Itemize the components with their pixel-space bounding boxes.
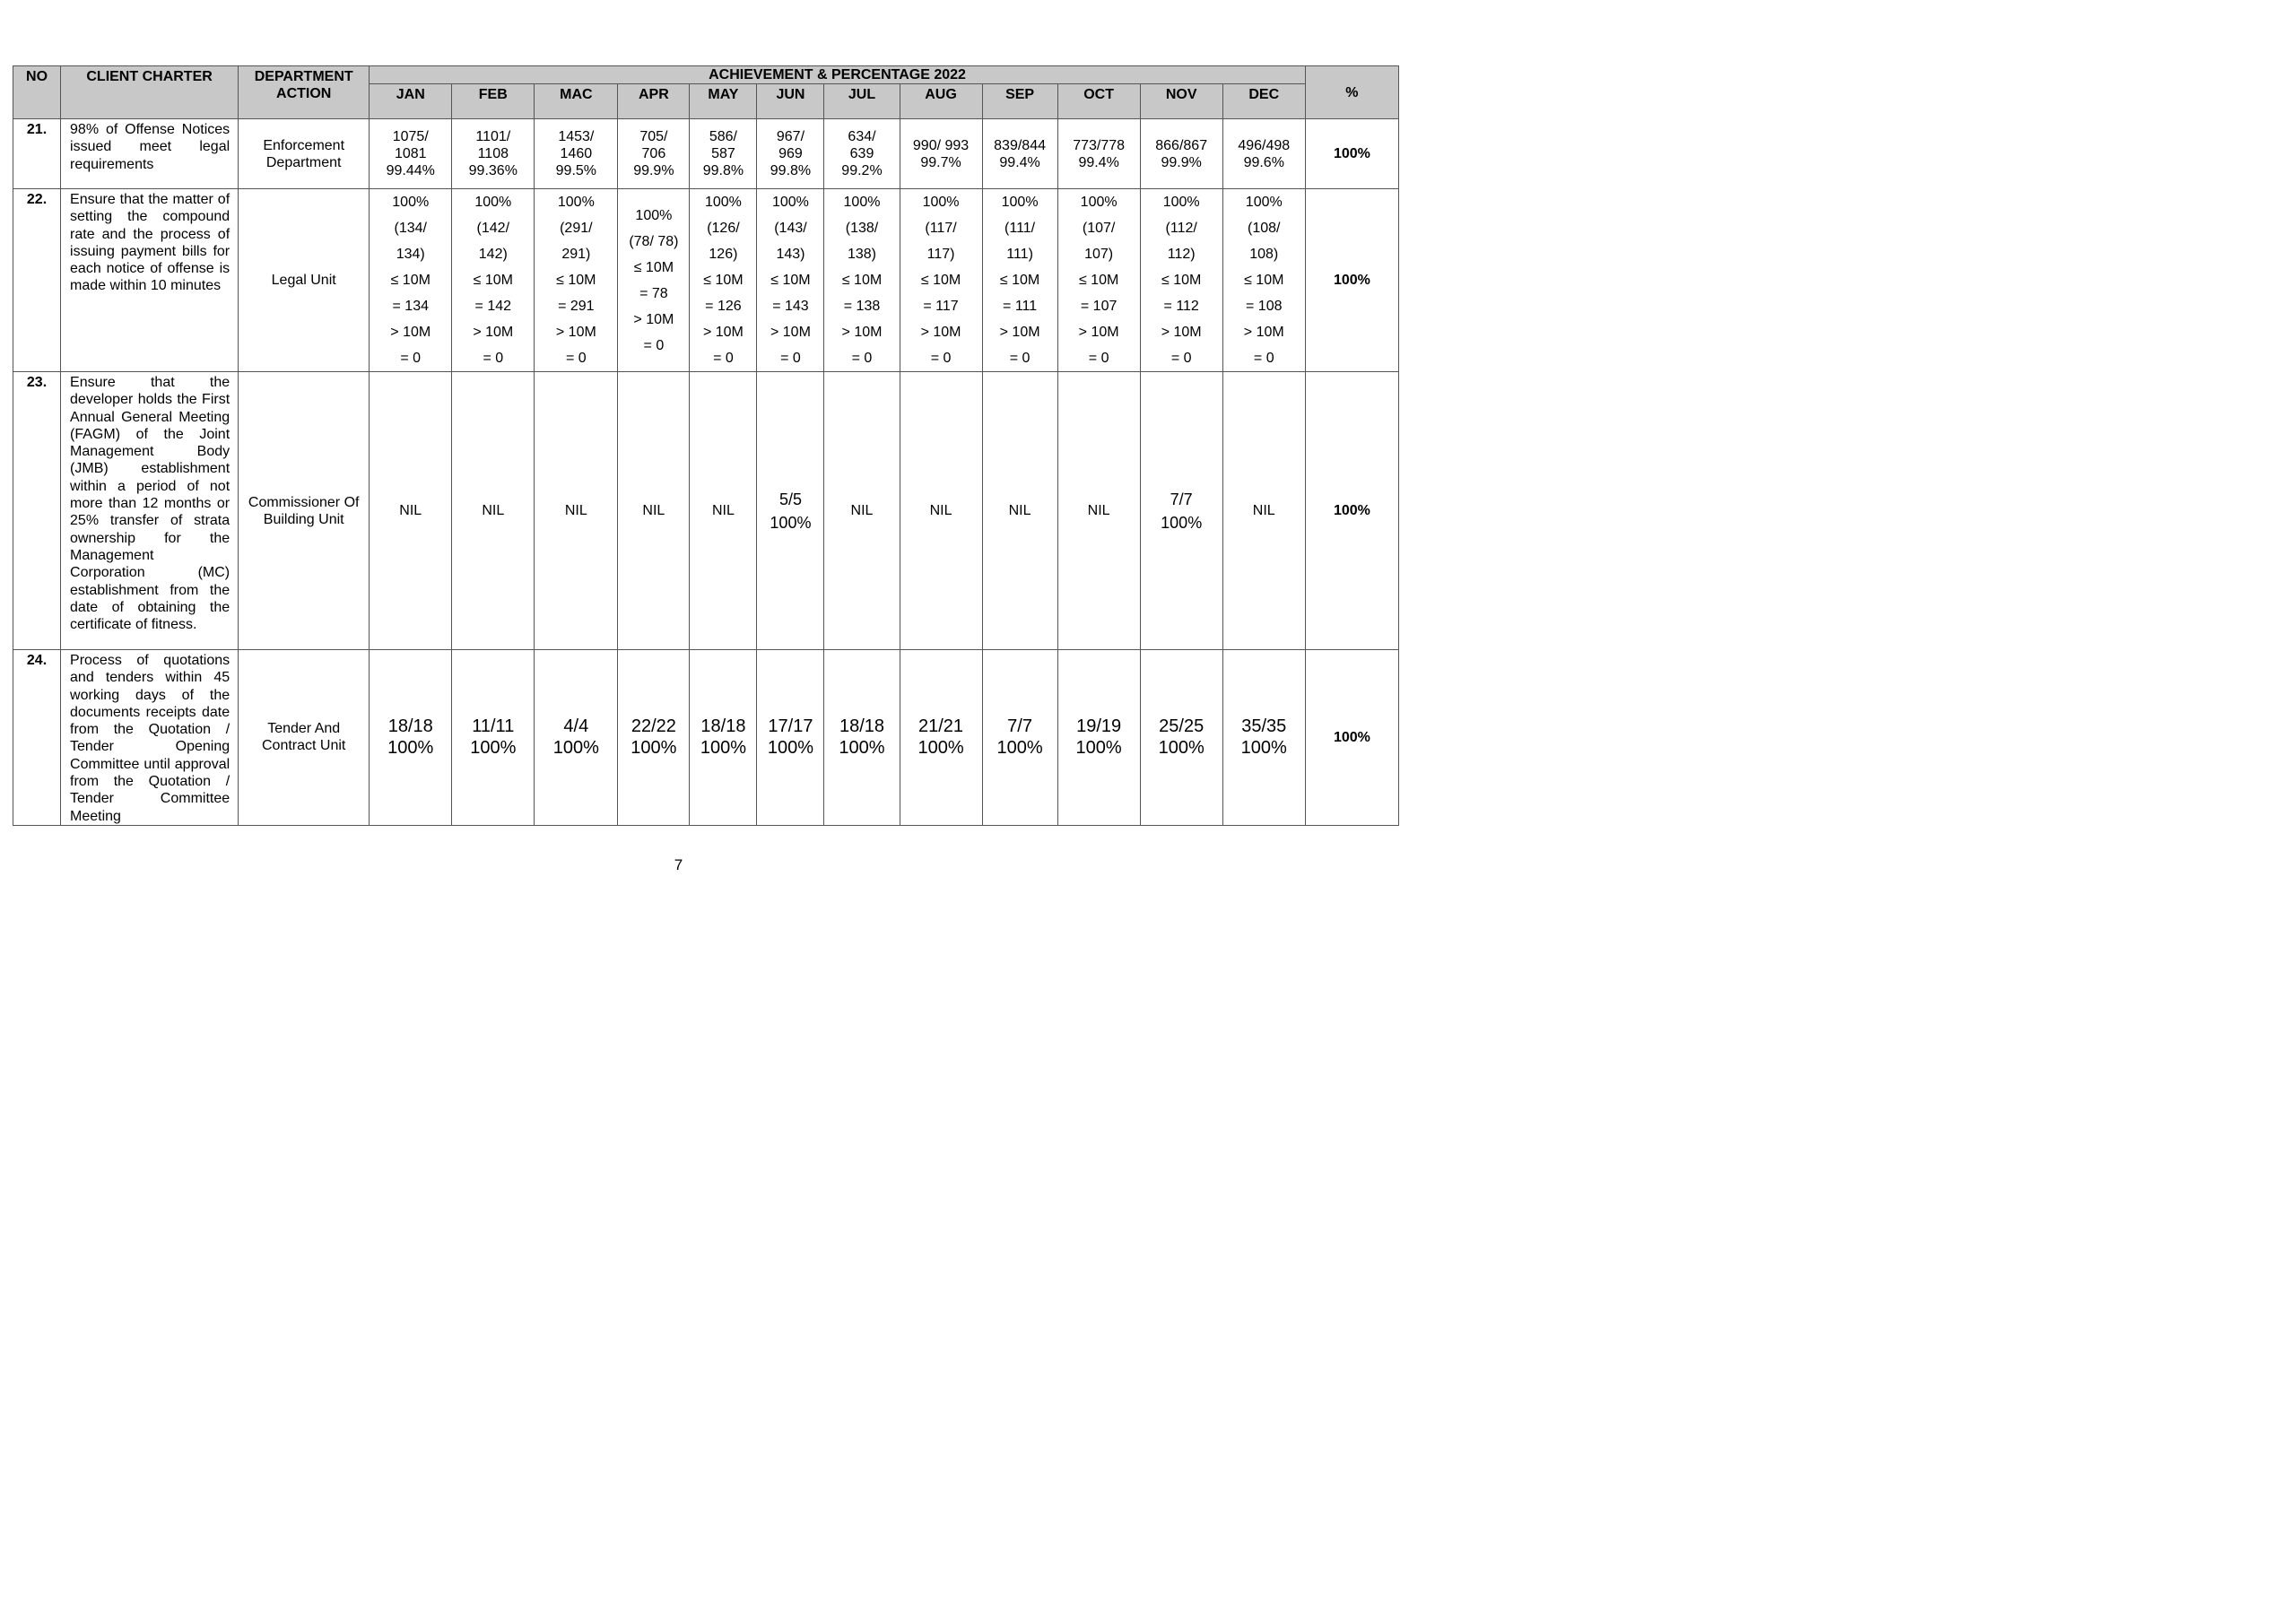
month-value-line: 100%	[770, 513, 812, 532]
month-cell-feb	[452, 372, 535, 650]
month-value-line: 100%	[1161, 513, 1203, 532]
month-value-line: = 138	[843, 299, 881, 314]
month-value-line: = 0	[1253, 351, 1274, 366]
month-value-line: = 111	[1003, 299, 1038, 314]
month-value-line: = 112	[1163, 299, 1199, 314]
month-value-line: 100%	[552, 738, 599, 759]
month-value-line: 586/	[709, 129, 737, 144]
header-client-charter: CLIENT CHARTER	[61, 66, 239, 119]
month-cell-oct	[1057, 372, 1140, 650]
month-value-line: (291/	[560, 221, 593, 236]
month-value-line: (117/	[925, 221, 957, 236]
month-value-line: 969	[778, 146, 803, 161]
month-cell-dec	[1222, 119, 1305, 189]
header-month-aug: AUG	[900, 84, 982, 119]
month-value-line: > 10M	[920, 325, 961, 340]
row-number: 21.	[13, 119, 61, 189]
month-value-line: 706	[641, 146, 666, 161]
month-value-line: ≤ 10M	[841, 273, 883, 288]
month-value-line: > 10M	[1078, 325, 1119, 340]
month-value-line: 866/867	[1155, 137, 1208, 153]
month-value-line: 21/21	[918, 716, 964, 737]
month-value-line: ≤ 10M	[920, 273, 961, 288]
month-value-line: 100%	[1162, 195, 1200, 210]
month-value-line: NIL	[1252, 503, 1275, 518]
month-value-line: 1081	[394, 146, 427, 161]
month-cell-aug	[900, 189, 982, 372]
month-value-line: 100%	[1080, 195, 1118, 210]
total-percent: 100%	[1305, 119, 1398, 189]
month-value-line: NIL	[564, 503, 587, 518]
month-value-line: 18/18	[839, 716, 885, 737]
month-cell-jan	[370, 650, 452, 826]
month-value-line: = 143	[772, 299, 809, 314]
month-value-line: 117)	[926, 247, 955, 262]
month-value-line: 100%	[996, 738, 1043, 759]
header-month-dec: DEC	[1222, 84, 1305, 119]
month-value-line: (111/	[1004, 221, 1036, 236]
month-value-line: > 10M	[1243, 325, 1284, 340]
month-cell-mac	[535, 119, 618, 189]
month-value-line: 142)	[478, 247, 508, 262]
month-value-line: (112/	[1165, 221, 1197, 236]
header-month-feb: FEB	[452, 84, 535, 119]
table-row	[13, 189, 1399, 372]
month-value-line: 100%	[631, 738, 677, 759]
month-value-line: 22/22	[631, 716, 676, 737]
month-cell-aug	[900, 650, 982, 826]
month-value-line: 99.6%	[1243, 154, 1284, 170]
month-value-line: NIL	[929, 503, 952, 518]
month-value-line: (78/ 78)	[629, 233, 679, 249]
header-month-jan: JAN	[370, 84, 452, 119]
month-value-line: 1453/	[558, 129, 595, 144]
month-value-line: 100%	[387, 738, 434, 759]
month-value-line: (138/	[845, 221, 879, 236]
month-cell-apr	[618, 119, 690, 189]
month-value-line: 99.4%	[999, 154, 1040, 170]
month-value-line: 99.44%	[386, 163, 435, 178]
month-cell-aug	[900, 119, 982, 189]
month-value-line: 4/4	[563, 716, 589, 737]
header-month-jun: JUN	[757, 84, 824, 119]
header-department-action: DEPARTMENT ACTION	[239, 66, 370, 119]
month-value-line: = 0	[1170, 351, 1192, 366]
month-value-line: 100%	[1075, 738, 1122, 759]
table-row	[13, 119, 1399, 189]
month-cell-oct	[1057, 189, 1140, 372]
month-value-line: 100%	[922, 195, 960, 210]
month-value-line: 18/18	[387, 716, 433, 737]
month-value-line: (143/	[774, 221, 807, 236]
month-value-line: = 78	[639, 285, 668, 301]
month-value-line: ≤ 10M	[1078, 273, 1119, 288]
month-value-line: > 10M	[1161, 325, 1202, 340]
table-row	[13, 650, 1399, 826]
department-name: Commissioner Of Building Unit	[239, 372, 370, 650]
client-charter-text: Process of quotations and tenders within 45 working days of the documents receipts date from the Quotation / Tender Opening Committee until approval from the Quotation / Tender Committee Meeting	[61, 650, 239, 826]
month-value-line: 639	[849, 146, 874, 161]
month-value-line: = 142	[474, 299, 512, 314]
month-value-line: = 0	[780, 351, 801, 366]
month-cell-sep	[982, 372, 1057, 650]
month-cell-sep	[982, 119, 1057, 189]
month-cell-may	[690, 650, 757, 826]
row-number: 23.	[13, 372, 61, 650]
month-value-line: 138)	[847, 247, 876, 262]
header-month-oct: OCT	[1057, 84, 1140, 119]
month-value-line: 100%	[1001, 195, 1039, 210]
month-value-line: = 0	[643, 337, 665, 353]
month-value-line: 108)	[1249, 247, 1279, 262]
department-name: Legal Unit	[239, 189, 370, 372]
month-value-line: 634/	[848, 129, 876, 144]
month-cell-nov	[1140, 189, 1222, 372]
month-value-line: 100%	[767, 738, 814, 759]
month-value-line: NIL	[399, 503, 422, 518]
month-value-line: = 107	[1080, 299, 1118, 314]
month-value-line: 25/25	[1159, 716, 1205, 737]
month-value-line: 100%	[843, 195, 881, 210]
month-value-line: > 10M	[473, 325, 514, 340]
client-charter-text: 98% of Offense Notices issued meet legal requirements	[61, 119, 239, 189]
month-cell-may	[690, 119, 757, 189]
month-value-line: 100%	[474, 195, 512, 210]
month-value-line: 35/35	[1241, 716, 1287, 737]
month-value-line: NIL	[850, 503, 874, 518]
month-value-line: ≤ 10M	[1161, 273, 1202, 288]
month-value-line: = 0	[713, 351, 734, 366]
month-value-line: ≤ 10M	[703, 273, 744, 288]
month-value-line: 1108	[477, 146, 509, 161]
month-cell-dec	[1222, 189, 1305, 372]
month-value-line: 100%	[557, 195, 595, 210]
total-percent: 100%	[1305, 372, 1398, 650]
month-value-line: = 0	[1009, 351, 1031, 366]
month-value-line: 107)	[1084, 247, 1114, 262]
month-value-line: NIL	[1087, 503, 1110, 518]
month-cell-mac	[535, 372, 618, 650]
month-value-line: 100%	[704, 195, 742, 210]
month-value-line: NIL	[1008, 503, 1031, 518]
month-value-line: 100%	[771, 195, 809, 210]
month-value-line: 99.9%	[1161, 154, 1202, 170]
header-month-nov: NOV	[1140, 84, 1222, 119]
month-value-line: 100%	[839, 738, 885, 759]
month-value-line: 705/	[639, 129, 668, 144]
client-charter-text: Ensure that the matter of setting the compound rate and the process of issuing payment bills for each notice of offense is made within 10 minutes	[61, 189, 239, 372]
month-value-line: (134/	[394, 221, 427, 236]
header-no: NO	[13, 66, 61, 119]
department-name: Enforcement Department	[239, 119, 370, 189]
month-value-line: 111)	[1006, 247, 1033, 262]
month-cell-jan	[370, 189, 452, 372]
row-number: 22.	[13, 189, 61, 372]
month-cell-may	[690, 372, 757, 650]
month-value-line: = 0	[483, 351, 504, 366]
header-month-jul: JUL	[824, 84, 900, 119]
month-value-line: > 10M	[841, 325, 883, 340]
month-cell-oct	[1057, 650, 1140, 826]
month-value-line: > 10M	[390, 325, 431, 340]
month-value-line: ≤ 10M	[633, 259, 674, 275]
month-value-line: 839/844	[994, 137, 1046, 153]
month-value-line: 7/7	[1007, 716, 1032, 737]
month-value-line: 126)	[709, 247, 738, 262]
header-percent: %	[1305, 66, 1398, 119]
month-value-line: 7/7	[1170, 490, 1193, 508]
month-value-line: 17/17	[768, 716, 813, 737]
page-number: 7	[674, 856, 683, 873]
month-cell-jan	[370, 372, 452, 650]
month-value-line: 100%	[635, 207, 673, 223]
month-value-line: NIL	[711, 503, 735, 518]
month-value-line: ≤ 10M	[390, 273, 430, 288]
month-value-line: 5/5	[778, 490, 802, 508]
department-name: Tender And Contract Unit	[239, 650, 370, 826]
month-cell-nov	[1140, 650, 1222, 826]
month-value-line: (108/	[1248, 221, 1281, 236]
month-value-line: 19/19	[1076, 716, 1122, 737]
month-cell-feb	[452, 119, 535, 189]
month-value-line: = 108	[1246, 299, 1283, 314]
month-value-line: 100%	[1158, 738, 1205, 759]
header-month-apr: APR	[618, 84, 690, 119]
month-value-line: (142/	[476, 221, 510, 236]
month-value-line: = 126	[705, 299, 742, 314]
month-value-line: 100%	[1245, 195, 1283, 210]
month-cell-feb	[452, 189, 535, 372]
total-percent: 100%	[1305, 650, 1398, 826]
month-value-line: 11/11	[472, 716, 515, 737]
month-value-line: = 0	[1088, 351, 1109, 366]
month-value-line: > 10M	[555, 325, 596, 340]
month-cell-may	[690, 189, 757, 372]
month-value-line: (126/	[707, 221, 740, 236]
month-value-line: = 291	[558, 299, 595, 314]
month-value-line: 99.7%	[920, 154, 961, 170]
month-cell-oct	[1057, 119, 1140, 189]
month-value-line: 99.2%	[841, 163, 883, 178]
month-value-line: 967/	[776, 129, 805, 144]
month-cell-jul	[824, 189, 900, 372]
row-number: 24.	[13, 650, 61, 826]
month-value-line: 100%	[918, 738, 964, 759]
month-value-line: = 0	[565, 351, 587, 366]
month-value-line: 99.9%	[633, 163, 674, 178]
month-cell-jun	[757, 119, 824, 189]
month-value-line: NIL	[642, 503, 665, 518]
month-cell-apr	[618, 650, 690, 826]
month-value-line: 291)	[561, 247, 591, 262]
month-value-line: = 134	[392, 299, 429, 314]
header-month-mac: MAC	[535, 84, 618, 119]
month-value-line: (107/	[1082, 221, 1116, 236]
month-cell-jul	[824, 372, 900, 650]
month-cell-jan	[370, 119, 452, 189]
month-value-line: 99.36%	[468, 163, 517, 178]
month-value-line: 1075/	[392, 129, 429, 144]
month-cell-nov	[1140, 372, 1222, 650]
month-cell-nov	[1140, 119, 1222, 189]
total-percent: 100%	[1305, 189, 1398, 372]
month-cell-feb	[452, 650, 535, 826]
header-month-may: MAY	[690, 84, 757, 119]
month-cell-jul	[824, 119, 900, 189]
month-value-line: 99.8%	[770, 163, 812, 178]
month-value-line: 18/18	[700, 716, 746, 737]
month-cell-sep	[982, 650, 1057, 826]
month-value-line: > 10M	[702, 325, 744, 340]
month-value-line: 1460	[560, 146, 593, 161]
month-cell-dec	[1222, 650, 1305, 826]
month-value-line: 143)	[776, 247, 805, 262]
month-cell-mac	[535, 650, 618, 826]
month-value-line: > 10M	[999, 325, 1040, 340]
month-value-line: 99.5%	[555, 163, 597, 178]
achievement-table	[13, 65, 1399, 826]
month-value-line: = 117	[923, 299, 959, 314]
month-value-line: 100%	[470, 738, 517, 759]
month-value-line: > 10M	[633, 311, 674, 327]
month-value-line: NIL	[482, 503, 505, 518]
header-achievement: ACHIEVEMENT & PERCENTAGE 2022	[370, 66, 1306, 84]
month-value-line: 100%	[392, 195, 430, 210]
table-row	[13, 372, 1399, 650]
month-value-line: ≤ 10M	[556, 273, 596, 288]
month-value-line: 1101/	[475, 129, 511, 144]
month-value-line: 100%	[700, 738, 746, 759]
month-value-line: 99.4%	[1078, 154, 1119, 170]
month-value-line: ≤ 10M	[1244, 273, 1284, 288]
month-value-line: 100%	[1240, 738, 1287, 759]
month-value-line: 134)	[396, 247, 425, 262]
month-cell-aug	[900, 372, 982, 650]
month-value-line: = 0	[930, 351, 952, 366]
month-value-line: 496/498	[1238, 137, 1291, 153]
month-value-line: > 10M	[770, 325, 811, 340]
month-value-line: 112)	[1167, 247, 1196, 262]
month-cell-dec	[1222, 372, 1305, 650]
month-value-line: 773/778	[1073, 137, 1126, 153]
month-cell-apr	[618, 189, 690, 372]
month-value-line: ≤ 10M	[770, 273, 811, 288]
month-value-line: = 0	[851, 351, 873, 366]
header-month-sep: SEP	[982, 84, 1057, 119]
month-value-line: 99.8%	[702, 163, 744, 178]
month-value-line: 990/ 993	[912, 137, 970, 153]
month-value-line: 587	[711, 146, 735, 161]
month-value-line: ≤ 10M	[999, 273, 1040, 288]
month-value-line: = 0	[400, 351, 422, 366]
month-cell-jul	[824, 650, 900, 826]
month-cell-mac	[535, 189, 618, 372]
month-cell-apr	[618, 372, 690, 650]
client-charter-text: Ensure that the developer holds the First Annual General Meeting (FAGM) of the Joint Management Body (JMB) establishment within a period of not more than 12 months or 25% transfer of strata ownership for the Management Corporation (MC) establishment from the date of obtaining the certificate of fitness.	[61, 372, 239, 650]
month-cell-jun	[757, 372, 824, 650]
month-cell-jun	[757, 650, 824, 826]
month-cell-sep	[982, 189, 1057, 372]
month-cell-jun	[757, 189, 824, 372]
month-value-line: ≤ 10M	[473, 273, 513, 288]
